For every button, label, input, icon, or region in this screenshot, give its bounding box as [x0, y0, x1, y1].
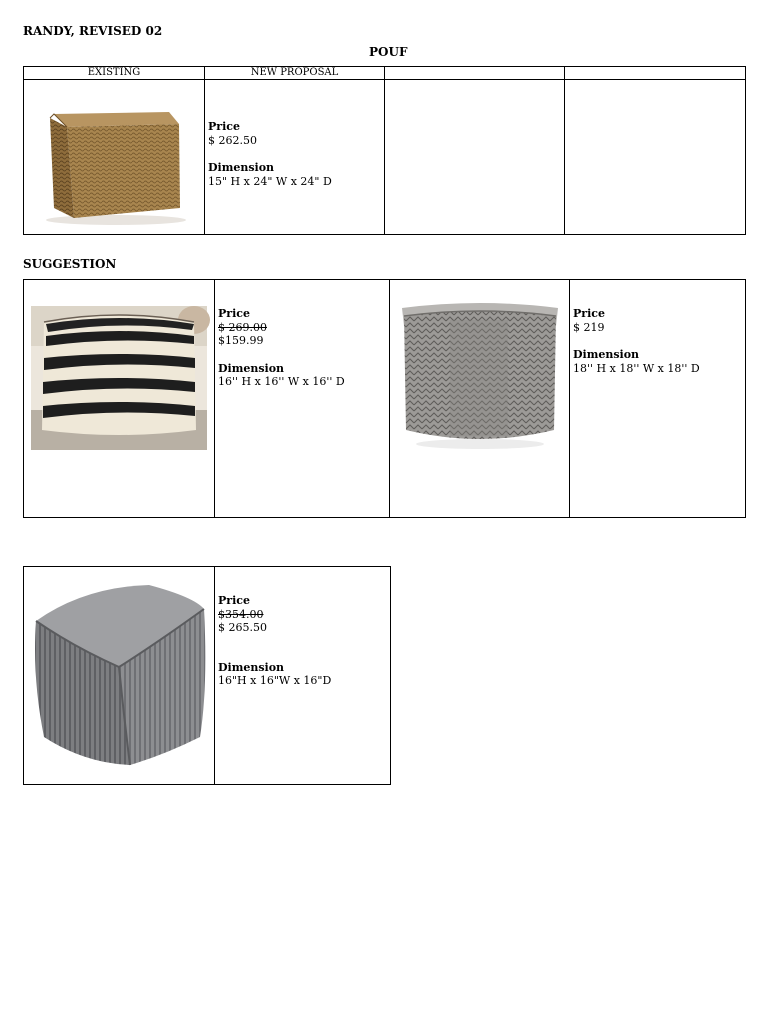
empty-cell: [385, 80, 565, 235]
header-existing: EXISTING: [24, 67, 205, 80]
dimension-label: Dimension: [218, 361, 285, 375]
dimension-value: 18'' H x 18'' W x 18'' D: [573, 361, 700, 375]
suggestion-title: SUGGESTION: [23, 257, 117, 271]
empty-cell: [565, 80, 746, 235]
dimension-label: Dimension: [208, 161, 275, 174]
table-row: [24, 80, 746, 235]
grey-chevron-pouf-image: [390, 280, 570, 517]
woven-seagrass-pouf-image: [24, 80, 205, 234]
price-label: Price: [218, 307, 250, 320]
old-price-value: $ 269.00: [218, 320, 267, 334]
price-label: Price: [218, 594, 250, 607]
dimension-label: Dimension: [218, 660, 285, 674]
document-title: RANDY, REVISED 02: [23, 24, 163, 38]
price-label: Price: [208, 120, 240, 133]
table-header-row: [24, 67, 746, 80]
price-value: $ 262.50: [208, 133, 257, 147]
black-cream-striped-pouf-image: [24, 280, 215, 517]
header-empty-2: [565, 67, 746, 80]
existing-info-cell: [205, 80, 385, 235]
suggestion-2-info-cell: [570, 280, 746, 518]
dimension-value: 16'' H x 16'' W x 16'' D: [218, 375, 345, 388]
suggestion-1-info-cell: [215, 280, 390, 518]
suggestion-3-image-cell: [24, 567, 215, 785]
header-new-proposal: NEW PROPOSAL: [205, 67, 385, 80]
table-row: [24, 280, 746, 518]
grey-ribbed-pouf-image: [24, 567, 215, 784]
price-label: Price: [573, 307, 605, 320]
header-empty-1: [385, 67, 565, 80]
suggestion-table: [23, 279, 746, 518]
price-value: $ 219: [573, 320, 605, 334]
dimension-value: 15" H x 24" W x 24" D: [208, 174, 332, 188]
existing-image-cell: [24, 80, 205, 235]
suggestion-3-info-cell: [215, 567, 391, 785]
section-title: POUF: [369, 45, 408, 59]
price-value: $ 265.50: [218, 621, 267, 634]
dimension-label: Dimension: [573, 348, 640, 361]
old-price-value: $354.00: [218, 607, 264, 621]
suggestion-table-2: [23, 566, 391, 785]
existing-proposal-table: [23, 66, 746, 235]
suggestion-1-image-cell: [24, 280, 215, 518]
dimension-value: 16"H x 16"W x 16"D: [218, 674, 332, 687]
table-row: [24, 567, 391, 785]
suggestion-2-image-cell: [390, 280, 570, 518]
price-value: $159.99: [218, 334, 264, 347]
